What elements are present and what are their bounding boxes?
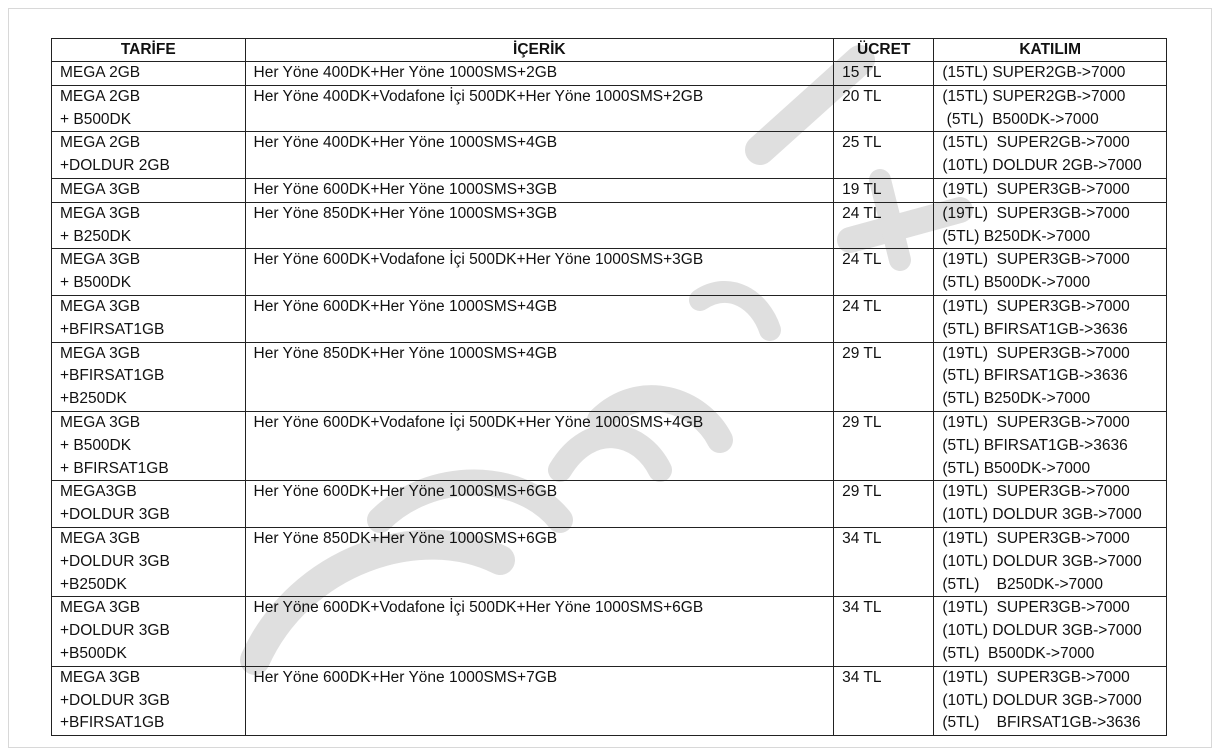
katilim-line: (10TL) DOLDUR 3GB->7000 <box>942 691 1142 709</box>
icerik-cell <box>245 85 834 132</box>
tarife-line: +BFIRSAT1GB <box>60 367 165 385</box>
tarife-line: +BFIRSAT1GB <box>60 714 165 732</box>
icerik-text: Her Yöne 850DK+Her Yöne 1000SMS+6GB <box>253 529 558 547</box>
tarife-cell <box>52 597 246 666</box>
header-katilim: KATILIM <box>934 39 1167 62</box>
tarife-line: MEGA 3GB <box>60 413 141 431</box>
icerik-text: Her Yöne 600DK+Her Yöne 1000SMS+6GB <box>253 483 558 501</box>
ucret-cell <box>834 411 934 480</box>
katilim-line: (5TL) B250DK->7000 <box>942 390 1091 408</box>
katilim-cell <box>934 342 1167 411</box>
katilim-cell <box>934 178 1167 202</box>
icerik-cell <box>245 295 834 342</box>
katilim-line: (15TL) SUPER2GB->7000 <box>942 134 1130 152</box>
ucret-text: 19 TL <box>842 180 882 198</box>
katilim-cell <box>934 411 1167 480</box>
table-row <box>52 132 1167 179</box>
tarife-line: +DOLDUR 3GB <box>60 622 170 640</box>
tarife-cell <box>52 481 246 528</box>
icerik-cell <box>245 202 834 249</box>
tarife-line: + B500DK <box>60 110 132 128</box>
katilim-line: (10TL) DOLDUR 3GB->7000 <box>942 552 1142 570</box>
icerik-cell <box>245 411 834 480</box>
tarife-cell <box>52 202 246 249</box>
tarife-line: MEGA 2GB <box>60 87 141 105</box>
icerik-text: Her Yöne 600DK+Her Yöne 1000SMS+3GB <box>253 180 558 198</box>
katilim-line: (19TL) SUPER3GB->7000 <box>942 204 1130 222</box>
katilim-cell <box>934 202 1167 249</box>
table-row <box>52 178 1167 202</box>
ucret-text: 34 TL <box>842 668 882 686</box>
tariff-table <box>51 38 1167 736</box>
table-row <box>52 527 1167 596</box>
tarife-line: MEGA 3GB <box>60 251 141 269</box>
katilim-line: (5TL) B500DK->7000 <box>942 459 1091 477</box>
icerik-text: Her Yöne 400DK+Her Yöne 1000SMS+4GB <box>253 134 558 152</box>
icerik-text: Her Yöne 400DK+Vodafone İçi 500DK+Her Yöne 1000SMS+2GB <box>253 87 704 105</box>
katilim-line: (5TL) BFIRSAT1GB->3636 <box>942 320 1128 338</box>
katilim-line: (15TL) SUPER2GB->7000 <box>942 64 1126 81</box>
table-row <box>52 342 1167 411</box>
katilim-line: (5TL) B250DK->7000 <box>942 227 1091 245</box>
ucret-text: 24 TL <box>842 297 882 315</box>
tarife-cell <box>52 411 246 480</box>
katilim-cell <box>934 249 1167 296</box>
tarife-line: MEGA 3GB <box>60 297 141 315</box>
ucret-cell <box>834 597 934 666</box>
katilim-line: (19TL) SUPER3GB->7000 <box>942 180 1130 198</box>
ucret-text: 15 TL <box>842 64 882 81</box>
tarife-line: MEGA 3GB <box>60 344 141 362</box>
icerik-cell <box>245 597 834 666</box>
ucret-cell <box>834 527 934 596</box>
tarife-line: + BFIRSAT1GB <box>60 459 169 477</box>
tarife-cell <box>52 85 246 132</box>
ucret-cell <box>834 85 934 132</box>
katilim-line: (10TL) DOLDUR 3GB->7000 <box>942 506 1142 524</box>
table-row <box>52 481 1167 528</box>
header-row <box>52 39 1167 62</box>
tarife-line: +B250DK <box>60 575 127 593</box>
katilim-cell <box>934 62 1167 86</box>
icerik-text: Her Yöne 850DK+Her Yöne 1000SMS+4GB <box>253 344 558 362</box>
tarife-cell <box>52 295 246 342</box>
table-row <box>52 202 1167 249</box>
katilim-line: (5TL) BFIRSAT1GB->3636 <box>942 367 1128 385</box>
tarife-cell <box>52 527 246 596</box>
katilim-cell <box>934 597 1167 666</box>
tarife-line: MEGA 3GB <box>60 599 141 617</box>
icerik-text: Her Yöne 600DK+Her Yöne 1000SMS+4GB <box>253 297 558 315</box>
katilim-line: (19TL) SUPER3GB->7000 <box>942 529 1130 547</box>
icerik-cell <box>245 62 834 86</box>
tarife-line: MEGA 3GB <box>60 529 141 547</box>
tarife-line: + B250DK <box>60 227 132 245</box>
katilim-line: (5TL) BFIRSAT1GB->3636 <box>942 436 1128 454</box>
ucret-text: 29 TL <box>842 483 882 501</box>
tarife-line: MEGA 3GB <box>60 668 141 686</box>
table-row <box>52 295 1167 342</box>
tarife-line: +BFIRSAT1GB <box>60 320 165 338</box>
icerik-cell <box>245 666 834 735</box>
katilim-line: (19TL) SUPER3GB->7000 <box>942 483 1130 501</box>
tarife-line: +DOLDUR 2GB <box>60 157 170 175</box>
icerik-cell <box>245 249 834 296</box>
header-ucret: ÜCRET <box>834 39 934 62</box>
icerik-text: Her Yöne 600DK+Her Yöne 1000SMS+7GB <box>253 668 558 686</box>
ucret-cell <box>834 202 934 249</box>
table-row <box>52 666 1167 735</box>
ucret-cell <box>834 178 934 202</box>
ucret-text: 29 TL <box>842 413 882 431</box>
ucret-text: 29 TL <box>842 344 882 362</box>
tarife-line: MEGA 3GB <box>60 204 141 222</box>
katilim-line: (10TL) DOLDUR 2GB->7000 <box>942 157 1142 175</box>
tarife-line: MEGA 2GB <box>60 64 141 81</box>
katilim-line: (5TL) B500DK->7000 <box>942 644 1095 662</box>
tarife-cell <box>52 666 246 735</box>
tarife-line: +DOLDUR 3GB <box>60 691 170 709</box>
ucret-cell <box>834 249 934 296</box>
katilim-line: (19TL) SUPER3GB->7000 <box>942 599 1130 617</box>
table-row <box>52 85 1167 132</box>
ucret-cell <box>834 132 934 179</box>
katilim-line: (5TL) B500DK->7000 <box>942 274 1091 292</box>
katilim-cell <box>934 527 1167 596</box>
ucret-text: 24 TL <box>842 251 882 269</box>
tarife-cell <box>52 342 246 411</box>
icerik-text: Her Yöne 600DK+Vodafone İçi 500DK+Her Yöne 1000SMS+4GB <box>253 413 704 431</box>
tarife-cell <box>52 62 246 86</box>
tarife-cell <box>52 178 246 202</box>
table-row <box>52 411 1167 480</box>
ucret-cell <box>834 481 934 528</box>
ucret-text: 20 TL <box>842 87 882 105</box>
katilim-line: (10TL) DOLDUR 3GB->7000 <box>942 622 1142 640</box>
ucret-cell <box>834 666 934 735</box>
header-icerik: İÇERİK <box>245 39 834 62</box>
katilim-cell <box>934 85 1167 132</box>
tarife-line: +B250DK <box>60 390 127 408</box>
katilim-cell <box>934 295 1167 342</box>
tarife-line: MEGA 3GB <box>60 180 141 198</box>
icerik-text: Her Yöne 600DK+Vodafone İçi 500DK+Her Yöne 1000SMS+6GB <box>253 599 704 617</box>
icerik-cell <box>245 342 834 411</box>
ucret-cell <box>834 62 934 86</box>
ucret-text: 24 TL <box>842 204 882 222</box>
tarife-line: + B500DK <box>60 274 132 292</box>
icerik-cell <box>245 178 834 202</box>
katilim-line: (19TL) SUPER3GB->7000 <box>942 413 1130 431</box>
tarife-line: MEGA 2GB <box>60 134 141 152</box>
ucret-text: 34 TL <box>842 529 882 547</box>
icerik-cell <box>245 527 834 596</box>
katilim-line: (19TL) SUPER3GB->7000 <box>942 344 1130 362</box>
katilim-line: (5TL) BFIRSAT1GB->3636 <box>942 714 1141 732</box>
ucret-cell <box>834 342 934 411</box>
icerik-text: Her Yöne 400DK+Her Yöne 1000SMS+2GB <box>253 64 558 81</box>
katilim-line: (5TL) B500DK->7000 <box>942 110 1099 128</box>
icerik-cell <box>245 132 834 179</box>
ucret-text: 34 TL <box>842 599 882 617</box>
katilim-cell <box>934 481 1167 528</box>
tarife-cell <box>52 132 246 179</box>
table-row <box>52 62 1167 86</box>
katilim-line: (15TL) SUPER2GB->7000 <box>942 87 1126 105</box>
icerik-text: Her Yöne 850DK+Her Yöne 1000SMS+3GB <box>253 204 558 222</box>
katilim-line: (19TL) SUPER3GB->7000 <box>942 297 1130 315</box>
table-row <box>52 597 1167 666</box>
tarife-line: +DOLDUR 3GB <box>60 506 170 524</box>
katilim-line: (5TL) B250DK->7000 <box>942 575 1104 593</box>
katilim-cell <box>934 132 1167 179</box>
tarife-cell <box>52 249 246 296</box>
header-tarife: TARİFE <box>52 39 246 62</box>
icerik-text: Her Yöne 600DK+Vodafone İçi 500DK+Her Yöne 1000SMS+3GB <box>253 251 704 269</box>
ucret-cell <box>834 295 934 342</box>
tarife-line: + B500DK <box>60 436 132 454</box>
katilim-line: (19TL) SUPER3GB->7000 <box>942 668 1130 686</box>
table-row <box>52 249 1167 296</box>
tarife-line: +B500DK <box>60 644 127 662</box>
tarife-line: +DOLDUR 3GB <box>60 552 170 570</box>
ucret-text: 25 TL <box>842 134 882 152</box>
katilim-cell <box>934 666 1167 735</box>
icerik-cell <box>245 481 834 528</box>
katilim-line: (19TL) SUPER3GB->7000 <box>942 251 1130 269</box>
tarife-line: MEGA3GB <box>60 483 137 501</box>
